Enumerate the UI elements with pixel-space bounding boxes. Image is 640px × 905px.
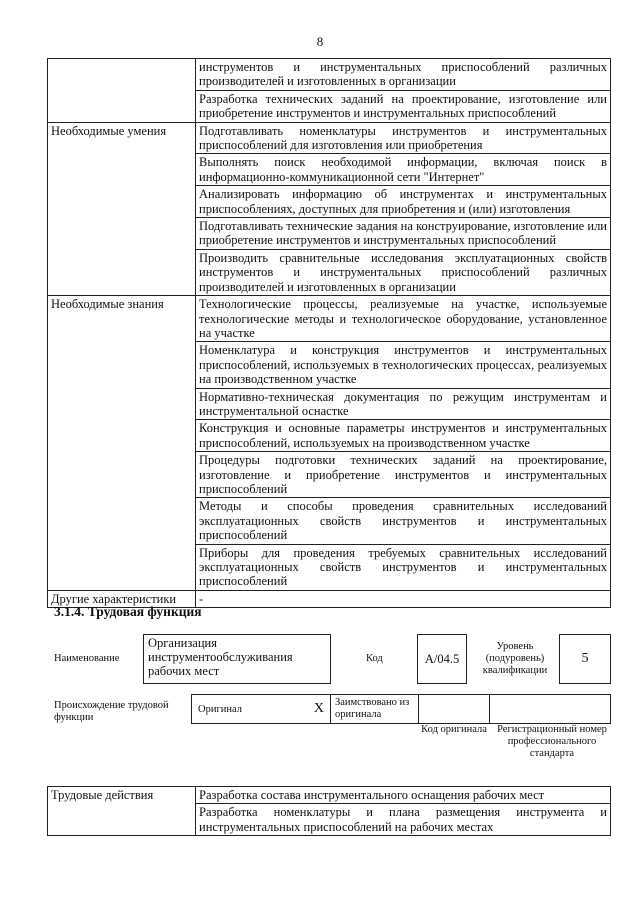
row-content: - — [196, 590, 611, 607]
row-label — [48, 59, 196, 123]
code-original-box — [418, 694, 490, 724]
row-content: Приборы для проведения требуемых сравнительных исследований эксплуатационных свойств инструментов и инструментальных приспособлений — [196, 544, 611, 590]
section-title: 3.1.4. Трудовая функция — [54, 604, 202, 619]
row-content: Нормативно-техническая документация по режущим инструментам и инструментальной оснастке — [196, 388, 611, 420]
row-label: Трудовые действия — [48, 787, 196, 836]
row-content: Разработка состава инструментального оснащения рабочих мест — [196, 787, 611, 804]
row-content: Номенклатура и конструкция инструментов и инструментальных приспособлений, используемых в технологических процессах, реализуемых на производственном участке — [196, 342, 611, 388]
code-label: Код — [366, 653, 383, 664]
row-content: Разработка номенклатуры и плана размещения инструмента и инструментальных приспособлений на рабочих местах — [196, 804, 611, 836]
code-box — [417, 634, 467, 684]
row-content: Выполнять поиск необходимой информации, включая поиск в информационно-коммуникационной сети "Интернет" — [196, 154, 611, 186]
qualification-level-label: Уровень (подуровень) квалификации — [482, 641, 548, 676]
row-content: Анализировать информацию об инструментах и инструментальных приспособлениях, доступных для приобретения и (или) изготовления — [196, 186, 611, 218]
row-label: Другие характеристики — [48, 590, 196, 607]
competency-table — [47, 58, 611, 608]
row-label: Необходимые знания — [48, 296, 196, 591]
name-label: Наименование — [54, 653, 120, 664]
table-row — [48, 787, 611, 804]
borrowed-label: Заимствовано из оригинала — [335, 697, 410, 720]
row-content: Разработка технических заданий на проектирование, изготовление или приобретение инструментов и инструментальных приспособлений — [196, 90, 611, 122]
row-content: Методы и способы проведения сравнительных исследований эксплуатационных свойств инструментов и инструментальных приспособлений — [196, 498, 611, 544]
row-content: Технологические процессы, реализуемые на участке, используемые технологические методы и технологическое оборудование, установленное на участке — [196, 296, 611, 342]
row-content: Процедуры подготовки технических заданий на проектирование, изготовление и приобретение инструментов и инструментальных приспособлений — [196, 452, 611, 498]
row-content: Подготавливать номенклатуры инструментов и инструментальных приспособлений для изготовления или приобретения — [196, 122, 611, 154]
original-box — [191, 694, 331, 724]
row-content: Подготавливать технические задания на конструирование, изготовление или приобретение инструментов и инструментальных приспособлений — [196, 218, 611, 250]
labor-actions-table — [47, 786, 611, 836]
table-row — [48, 59, 611, 91]
table-row — [48, 122, 611, 154]
page-number: 8 — [316, 34, 324, 49]
function-name-box — [143, 634, 331, 684]
row-content: Производить сравнительные исследования эксплуатационных свойств инструментов и инструментальных приспособлений различных производителей и изготовленных в организации — [196, 249, 611, 295]
original-label: Оригинал — [198, 704, 242, 715]
row-label: Необходимые умения — [48, 122, 196, 295]
code-original-label: Код оригинала — [421, 724, 487, 735]
borrowed-box — [330, 694, 419, 724]
function-name-value: Организация инструментообслуживания рабочих мест — [148, 636, 293, 678]
row-content: инструментов и инструментальных приспособлений различных производителей и изготовленных в организации — [196, 59, 611, 91]
table-row — [48, 296, 611, 342]
origin-label: Происхождение трудовой функции — [54, 700, 169, 723]
code-value: А/04.5 — [424, 652, 460, 666]
qualification-level-value: 5 — [581, 651, 589, 666]
reg-number-label: Регистрационный номер профессионального стандарта — [497, 724, 607, 759]
original-mark: X — [313, 701, 324, 716]
qualification-level-box — [559, 634, 611, 684]
row-content: Конструкция и основные параметры инструментов и инструментальных приспособлений, используемых на производственном участке — [196, 420, 611, 452]
reg-number-box — [489, 694, 611, 724]
